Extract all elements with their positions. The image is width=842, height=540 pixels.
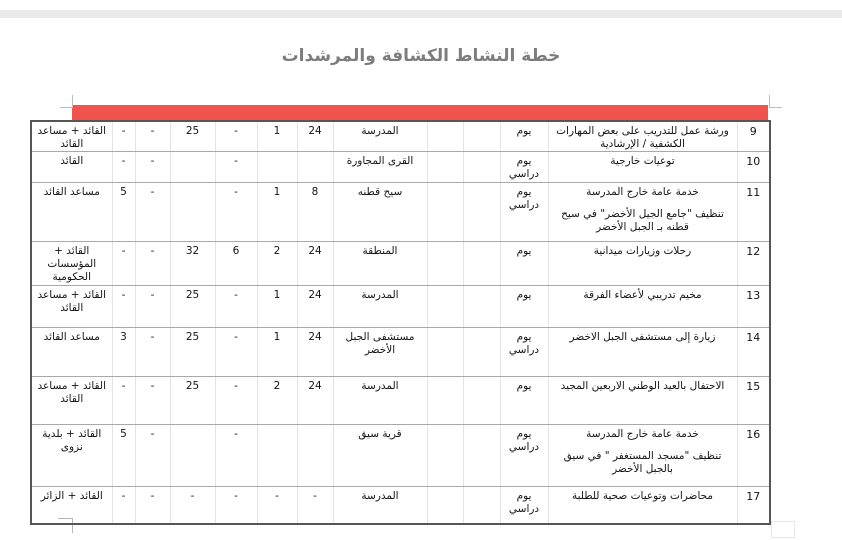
empty-cell[interactable]: [463, 285, 500, 327]
stat-cell[interactable]: 25: [170, 327, 215, 376]
stat-cell[interactable]: -: [135, 182, 170, 241]
stat-cell[interactable]: -: [170, 486, 215, 524]
stat-cell[interactable]: 1: [257, 327, 297, 376]
row-number-cell[interactable]: 13: [737, 285, 770, 327]
stat-cell[interactable]: 25: [170, 121, 215, 152]
place-cell[interactable]: المدرسة: [333, 486, 427, 524]
place-cell[interactable]: المدرسة: [333, 285, 427, 327]
stat-cell[interactable]: 5: [112, 424, 135, 486]
activity-line1: توعيات خارجية: [610, 155, 675, 168]
stat-cell[interactable]: -: [215, 285, 257, 327]
table-handle-mark-top-right: [769, 95, 782, 108]
row-number-cell[interactable]: 10: [737, 152, 770, 182]
stat-cell[interactable]: -: [112, 486, 135, 524]
duration-cell[interactable]: يوم: [500, 285, 548, 327]
stat-cell[interactable]: 25: [170, 285, 215, 327]
supervisor-cell[interactable]: القائد + مساعد القائد: [31, 121, 112, 152]
stat-cell[interactable]: 8: [297, 182, 333, 241]
stat-cell[interactable]: 2: [257, 241, 297, 285]
stat-cell[interactable]: -: [135, 486, 170, 524]
row-number-cell[interactable]: 12: [737, 241, 770, 285]
activity-cell[interactable]: [548, 327, 737, 376]
supervisor-cell[interactable]: القائد + مساعد القائد: [31, 376, 112, 424]
empty-cell[interactable]: [427, 285, 463, 327]
stat-cell[interactable]: -: [135, 241, 170, 285]
place-cell[interactable]: المدرسة: [333, 121, 427, 152]
supervisor-cell[interactable]: مساعد القائد: [31, 327, 112, 376]
supervisor-cell[interactable]: القائد: [31, 152, 112, 182]
empty-cell[interactable]: [427, 182, 463, 241]
supervisor-cell[interactable]: القائد + بلدية نزوى: [31, 424, 112, 486]
supervisor-cell[interactable]: القائد + مساعد القائد: [31, 285, 112, 327]
stat-cell[interactable]: [170, 152, 215, 182]
empty-cell[interactable]: [427, 486, 463, 524]
activity-line1: ورشة عمل للتدريب على بعض المهارات الكشفية / الإرشادية: [556, 125, 729, 151]
table-row: [31, 152, 770, 182]
empty-cell[interactable]: [427, 121, 463, 152]
row-number-cell[interactable]: 15: [737, 376, 770, 424]
stat-cell[interactable]: -: [215, 424, 257, 486]
place-cell[interactable]: مستشفى الجبل الأخضر: [333, 327, 427, 376]
supervisor-cell[interactable]: القائد + الزائر: [31, 486, 112, 524]
duration-cell[interactable]: يوم دراسي: [500, 182, 548, 241]
empty-cell[interactable]: [463, 121, 500, 152]
stat-cell[interactable]: 24: [297, 376, 333, 424]
stat-cell[interactable]: -: [112, 241, 135, 285]
empty-cell[interactable]: [463, 241, 500, 285]
stat-cell[interactable]: -: [112, 285, 135, 327]
place-cell[interactable]: قرية سيق: [333, 424, 427, 486]
empty-cell[interactable]: [427, 241, 463, 285]
stat-cell[interactable]: [170, 424, 215, 486]
stat-cell[interactable]: 25: [170, 376, 215, 424]
activity-plan-table: [30, 120, 771, 525]
table-row: [31, 285, 770, 327]
table-row: [31, 424, 770, 486]
activity-cell[interactable]: [548, 121, 737, 152]
stat-cell[interactable]: -: [297, 486, 333, 524]
stat-cell[interactable]: -: [135, 152, 170, 182]
stat-cell[interactable]: [170, 182, 215, 241]
stat-cell[interactable]: 6: [215, 241, 257, 285]
stat-cell[interactable]: [257, 424, 297, 486]
page-boundary-gap: [0, 10, 842, 18]
table-handle-mark-bottom-right: [771, 521, 795, 538]
activity-line1: خدمة عامة خارج المدرسة: [586, 185, 699, 198]
table-row: [31, 182, 770, 241]
activity-cell[interactable]: [548, 152, 737, 182]
stat-cell[interactable]: [257, 152, 297, 182]
empty-cell[interactable]: [463, 152, 500, 182]
stat-cell[interactable]: 24: [297, 121, 333, 152]
stat-cell[interactable]: 1: [257, 285, 297, 327]
empty-cell[interactable]: [427, 327, 463, 376]
table-row: [31, 121, 770, 152]
activity-line2: تنظيف "جامع الجيل الأخضر" في سيح قطنه بـ الجبل الأخضر: [561, 207, 724, 233]
empty-cell[interactable]: [463, 376, 500, 424]
stat-cell[interactable]: -: [135, 285, 170, 327]
table-row: [31, 376, 770, 424]
stat-cell[interactable]: -: [135, 376, 170, 424]
stat-cell[interactable]: 24: [297, 241, 333, 285]
activity-cell[interactable]: [548, 424, 737, 486]
stat-cell[interactable]: 1: [257, 121, 297, 152]
empty-cell[interactable]: [427, 152, 463, 182]
stat-cell[interactable]: -: [215, 327, 257, 376]
stat-cell[interactable]: 2: [257, 376, 297, 424]
duration-cell[interactable]: يوم دراسي: [500, 152, 548, 182]
stat-cell[interactable]: -: [215, 152, 257, 182]
stat-cell[interactable]: -: [257, 486, 297, 524]
stat-cell[interactable]: 5: [112, 182, 135, 241]
stat-cell[interactable]: 32: [170, 241, 215, 285]
row-number-cell[interactable]: 17: [737, 486, 770, 524]
duration-cell[interactable]: يوم دراسي: [500, 327, 548, 376]
activity-line1: رحلات وزيارات ميدانية: [593, 244, 692, 257]
stat-cell[interactable]: 3: [112, 327, 135, 376]
stat-cell[interactable]: [297, 424, 333, 486]
duration-cell[interactable]: يوم دراسي: [500, 486, 548, 524]
table-row: [31, 241, 770, 285]
table-row: [31, 327, 770, 376]
activity-line1: الاحتفال بالعيد الوطني الاربعين المجيد: [560, 379, 725, 392]
empty-cell[interactable]: [427, 424, 463, 486]
stat-cell[interactable]: -: [135, 424, 170, 486]
empty-cell[interactable]: [463, 486, 500, 524]
supervisor-cell[interactable]: القائد + المؤسسات الحكومية: [31, 241, 112, 285]
activity-cell[interactable]: [548, 486, 737, 524]
activity-line1: زيارة إلى مستشفى الجبل الاخضر: [569, 330, 716, 343]
row-number-cell[interactable]: 11: [737, 182, 770, 241]
activity-plan-table-body: [31, 121, 770, 524]
table-handle-mark-top-left: [60, 95, 73, 108]
activity-cell[interactable]: [548, 241, 737, 285]
activity-cell[interactable]: [548, 182, 737, 241]
place-cell[interactable]: المدرسة: [333, 376, 427, 424]
activity-line1: خدمة عامة خارج المدرسة: [586, 427, 699, 440]
duration-cell[interactable]: يوم: [500, 376, 548, 424]
empty-cell[interactable]: [463, 182, 500, 241]
place-cell[interactable]: القرى المجاورة: [333, 152, 427, 182]
empty-cell[interactable]: [427, 376, 463, 424]
activity-line2: تنظيف "مسجد المستغفر " في سيق بالجبل الأخضر: [563, 449, 722, 475]
row-number-cell[interactable]: 16: [737, 424, 770, 486]
empty-cell[interactable]: [463, 424, 500, 486]
duration-cell[interactable]: يوم: [500, 121, 548, 152]
document-title[interactable]: خطة النشاط الكشافة والمرشدات: [281, 46, 561, 66]
stat-cell[interactable]: -: [112, 121, 135, 152]
stat-cell[interactable]: -: [112, 152, 135, 182]
stat-cell[interactable]: 24: [297, 327, 333, 376]
place-cell[interactable]: المنطقة: [333, 241, 427, 285]
stat-cell[interactable]: [297, 152, 333, 182]
row-number-cell[interactable]: 9: [737, 121, 770, 152]
stat-cell[interactable]: -: [135, 327, 170, 376]
duration-cell[interactable]: يوم: [500, 241, 548, 285]
highlight-bar: [72, 105, 768, 120]
activity-cell[interactable]: [548, 376, 737, 424]
duration-cell[interactable]: يوم دراسي: [500, 424, 548, 486]
stat-cell[interactable]: -: [112, 376, 135, 424]
stat-cell[interactable]: -: [215, 121, 257, 152]
stat-cell[interactable]: -: [135, 121, 170, 152]
place-cell[interactable]: سيح قطنه: [333, 182, 427, 241]
stat-cell[interactable]: -: [215, 376, 257, 424]
table-row: [31, 486, 770, 524]
stat-cell[interactable]: -: [215, 182, 257, 241]
row-number-cell[interactable]: 14: [737, 327, 770, 376]
supervisor-cell[interactable]: مساعد القائد: [31, 182, 112, 241]
stat-cell[interactable]: -: [215, 486, 257, 524]
stat-cell[interactable]: 24: [297, 285, 333, 327]
activity-line1: مخيم تدريبي لأعضاء الفرقة: [583, 288, 702, 301]
activity-cell[interactable]: [548, 285, 737, 327]
stat-cell[interactable]: 1: [257, 182, 297, 241]
activity-line1: محاضرات وتوعيات صحية للطلبة: [571, 489, 714, 502]
empty-cell[interactable]: [463, 327, 500, 376]
